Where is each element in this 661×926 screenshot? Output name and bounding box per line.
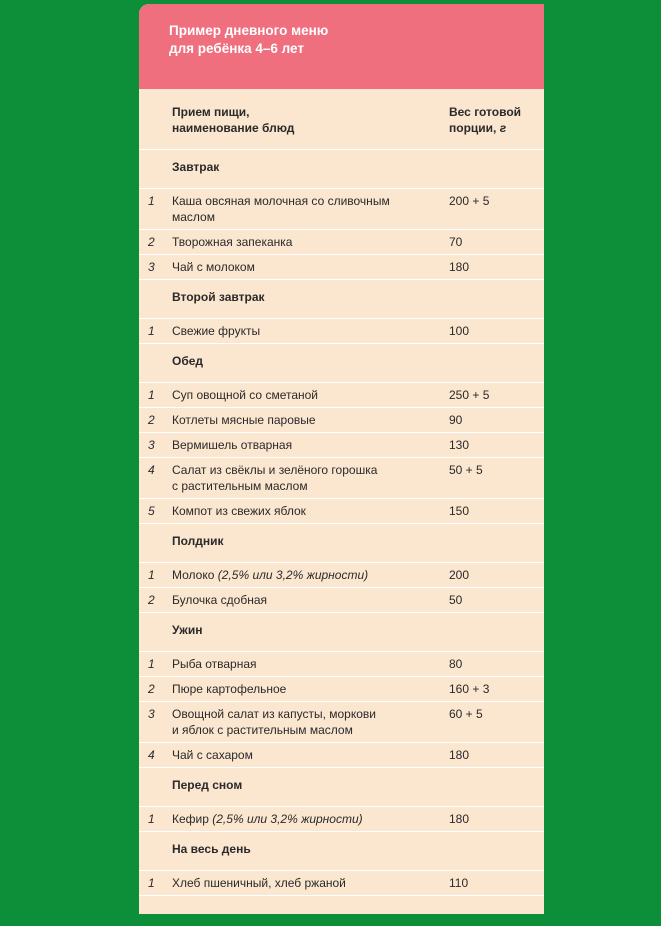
item-name <box>172 259 412 275</box>
weight-header-line-1: Вес готовой <box>449 105 522 119</box>
menu-item-row <box>139 563 544 588</box>
section-title: Второй завтрак <box>172 290 265 304</box>
item-name-line <box>172 656 412 672</box>
weight-column-header <box>449 104 521 136</box>
item-name <box>172 811 412 827</box>
item-name <box>172 656 412 672</box>
menu-item-row <box>139 677 544 702</box>
item-number: 2 <box>148 413 155 427</box>
menu-item-row <box>139 702 544 743</box>
item-weight: 150 <box>449 504 470 518</box>
item-number: 2 <box>148 682 155 696</box>
item-name-text: Чай с молоком <box>172 260 255 274</box>
item-name-text: Чай с сахаром <box>172 748 253 762</box>
item-name <box>172 412 412 428</box>
menu-item-row <box>139 871 544 896</box>
item-name-text: Суп овощной со сметаной <box>172 388 319 402</box>
item-weight: 50 + 5 <box>449 463 483 477</box>
item-name-line <box>172 875 412 891</box>
item-name-text: Салат из свёклы и зелёного горошка <box>172 463 378 477</box>
item-name-text: Вермишель отварная <box>172 438 293 452</box>
menu-item-row <box>139 408 544 433</box>
item-name-line <box>172 503 412 519</box>
weight-header-line-2 <box>449 120 521 136</box>
menu-title <box>169 22 328 58</box>
item-number: 1 <box>148 388 155 402</box>
item-name <box>172 681 412 697</box>
item-name <box>172 387 412 403</box>
item-name-text: Рыба отварная <box>172 657 257 671</box>
dish-column-header <box>172 104 294 136</box>
item-name <box>172 567 412 583</box>
menu-item-row <box>139 652 544 677</box>
item-name-text: Каша овсяная молочная со сливочным <box>172 194 390 208</box>
item-name-line <box>172 722 412 738</box>
menu-item-row <box>139 807 544 832</box>
item-weight: 200 <box>449 568 470 582</box>
item-number: 5 <box>148 504 155 518</box>
item-name <box>172 706 412 738</box>
section-title: На весь день <box>172 842 251 856</box>
item-name-line <box>172 706 412 722</box>
section-row <box>139 524 544 563</box>
item-name-line <box>172 747 412 763</box>
item-number: 2 <box>148 235 155 249</box>
item-note: (2,5% или 3,2% жирности) <box>217 568 369 582</box>
item-name-text: Свежие фрукты <box>172 324 261 338</box>
menu-item-row <box>139 383 544 408</box>
item-weight: 110 <box>449 876 469 890</box>
item-weight: 180 <box>449 748 470 762</box>
section-row <box>139 832 544 871</box>
section-row <box>139 613 544 652</box>
dish-header-line-2: наименование блюд <box>172 121 295 135</box>
item-number: 3 <box>148 260 155 274</box>
item-name-line <box>172 412 412 428</box>
menu-table-body <box>139 150 544 896</box>
item-name-text: Пюре картофельное <box>172 682 287 696</box>
section-title: Ужин <box>172 623 203 637</box>
item-number: 1 <box>148 324 155 338</box>
item-name-line <box>172 234 412 250</box>
item-name-line <box>172 567 412 583</box>
item-name-text: Овощной салат из капусты, моркови <box>172 707 376 721</box>
menu-item-row <box>139 433 544 458</box>
item-weight: 90 <box>449 413 463 427</box>
item-name <box>172 503 412 519</box>
item-name <box>172 875 412 891</box>
item-name-line <box>172 681 412 697</box>
section-title: Завтрак <box>172 160 220 174</box>
item-name <box>172 462 412 494</box>
item-name-text: маслом <box>172 210 215 224</box>
title-line-2: для ребёнка 4–6 лет <box>169 41 304 56</box>
item-name-text: Хлеб пшеничный, хлеб ржаной <box>172 876 346 890</box>
weight-unit: г <box>499 121 507 135</box>
item-number: 1 <box>148 657 155 671</box>
item-name-line <box>172 387 412 403</box>
item-name-line <box>172 811 412 827</box>
item-name-text: Кефир <box>172 812 209 826</box>
item-name-line <box>172 592 412 608</box>
item-weight: 250 + 5 <box>449 388 490 402</box>
item-name-line <box>172 209 412 225</box>
item-name-line <box>172 437 412 453</box>
item-weight: 50 <box>449 593 463 607</box>
item-weight: 160 + 3 <box>449 682 490 696</box>
item-name-line <box>172 193 412 209</box>
item-weight: 130 <box>449 438 470 452</box>
item-weight: 60 + 5 <box>449 707 483 721</box>
item-number: 1 <box>148 194 155 208</box>
weight-header-prefix: порции, <box>449 121 500 135</box>
item-name-text: Творожная запеканка <box>172 235 293 249</box>
item-name-line <box>172 478 412 494</box>
item-weight: 180 <box>449 260 470 274</box>
item-number: 1 <box>148 568 155 582</box>
item-name <box>172 193 412 225</box>
item-number: 1 <box>148 812 155 826</box>
menu-card <box>139 4 544 914</box>
menu-item-row <box>139 743 544 768</box>
item-number: 4 <box>148 463 155 477</box>
item-name-text: Молоко <box>172 568 215 582</box>
section-title: Полдник <box>172 534 224 548</box>
item-number: 1 <box>148 876 155 890</box>
item-number: 3 <box>148 438 155 452</box>
section-row <box>139 150 544 189</box>
item-name <box>172 323 412 339</box>
menu-item-row <box>139 319 544 344</box>
menu-item-row <box>139 588 544 613</box>
item-weight: 80 <box>449 657 463 671</box>
item-number: 2 <box>148 593 155 607</box>
item-name-text: Компот из свежих яблок <box>172 504 306 518</box>
menu-item-row <box>139 189 544 230</box>
item-name-line <box>172 462 412 478</box>
item-name <box>172 234 412 250</box>
section-title: Перед сном <box>172 778 243 792</box>
menu-item-row <box>139 255 544 280</box>
menu-item-row <box>139 499 544 524</box>
item-name-text: и яблок с растительным маслом <box>172 723 353 737</box>
menu-item-row <box>139 230 544 255</box>
item-name-text: с растительным маслом <box>172 479 308 493</box>
item-name-text: Котлеты мясные паровые <box>172 413 316 427</box>
item-number: 3 <box>148 707 155 721</box>
item-weight: 70 <box>449 235 463 249</box>
menu-item-row <box>139 458 544 499</box>
item-name-line <box>172 259 412 275</box>
menu-header <box>139 4 544 89</box>
section-row <box>139 768 544 807</box>
title-line-1: Пример дневного меню <box>169 23 329 38</box>
item-name <box>172 437 412 453</box>
item-weight: 200 + 5 <box>449 194 490 208</box>
item-number: 4 <box>148 748 155 762</box>
item-name-line <box>172 323 412 339</box>
item-note: (2,5% или 3,2% жирности) <box>212 812 363 826</box>
section-row <box>139 344 544 383</box>
item-weight: 180 <box>449 812 470 826</box>
column-headers <box>139 89 544 150</box>
section-row <box>139 280 544 319</box>
dish-header-line-1: Прием пищи, <box>172 105 250 119</box>
item-name <box>172 747 412 763</box>
section-title: Обед <box>172 354 204 368</box>
item-weight: 100 <box>449 324 470 338</box>
item-name <box>172 592 412 608</box>
item-name-text: Булочка сдобная <box>172 593 268 607</box>
